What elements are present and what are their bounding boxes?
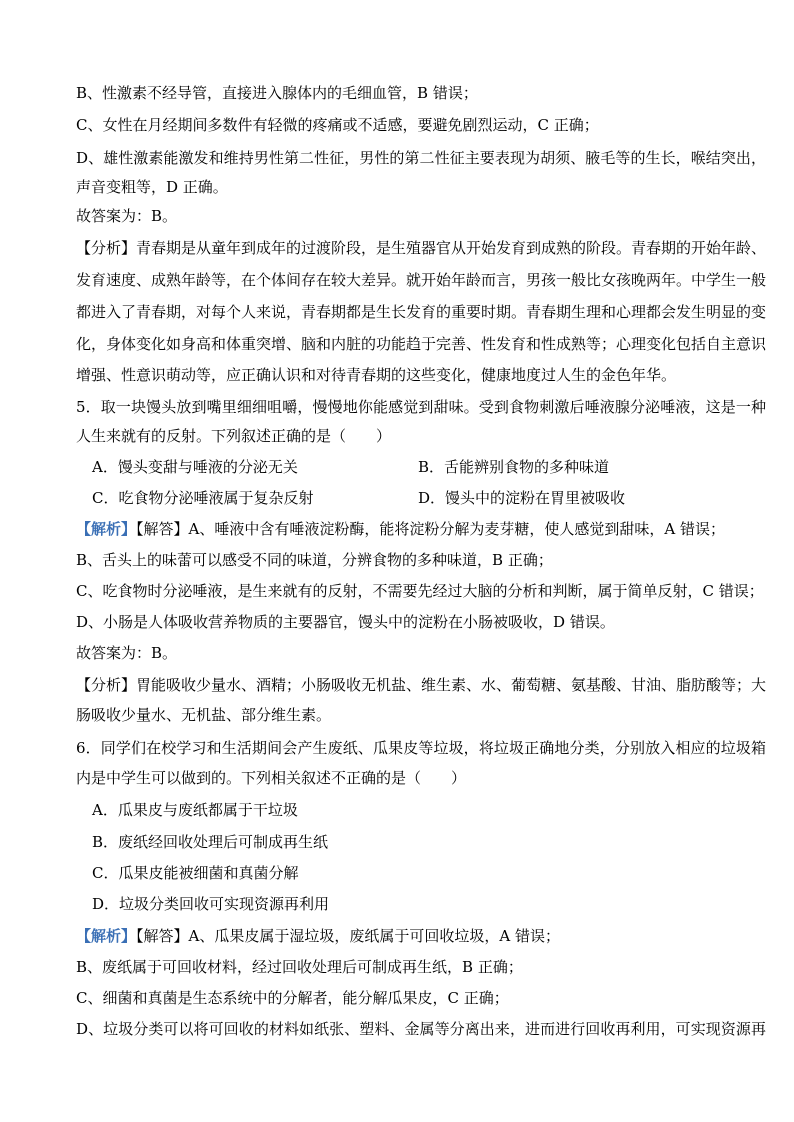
- q6-jieda-line-4: D、垃圾分类可以将可回收的材料如纸张、塑料、金属等分离出来，进而进行回收再利用，可实现资源再: [76, 1020, 766, 1038]
- q5-answer: 故答案为：B。: [76, 644, 178, 662]
- q6-jieda-line-1: [76, 926, 766, 946]
- q4-analysis-line-4: 化，身体变化如身高和体重突增、脑和内脏的功能趋于完善、性发育和性成熟等；心理变化包括自主意识: [76, 335, 767, 353]
- q5-option-b: B．舌能辨别食物的多种味道: [418, 458, 610, 476]
- q5-jieda-line-3: C、吃食物时分泌唾液，是生来就有的反射，不需要先经过大脑的分析和判断，属于简单反射，C 错误；: [76, 582, 764, 600]
- q5-jieda-line-4: D、小肠是人体吸收营养物质的主要器官，馒头中的淀粉在小肠被吸收，D 错误。: [76, 613, 615, 631]
- analysis-text: 青春期是从童年到成年的过渡阶段，是生殖器官从开始发育到成熟的阶段。青春期的开始年龄、: [136, 239, 767, 257]
- q6-option-c: C．瓜果皮能被细菌和真菌分解: [92, 864, 299, 882]
- q5-jieda-line-2: B、舌头上的味蕾可以感受不同的味道，分辨食物的多种味道，B 正确；: [76, 551, 553, 569]
- q4-analysis-line-2: 发育速度、成熟年龄等，在个体间存在较大差异。就开始年龄而言，男孩一般比女孩晚两年。中学生一般: [76, 271, 767, 289]
- analysis-text: 胃能吸收少量水、酒精；小肠吸收无机盐、维生素、水、葡萄糖、氨基酸、甘油、脂肪酸等；大: [136, 676, 767, 694]
- q5-analysis-line-1: [76, 675, 766, 695]
- q5-analysis-line-2: 肠吸收少量水、无机盐、部分维生素。: [76, 706, 332, 724]
- q6-option-a: A．瓜果皮与废纸都属于干垃圾: [92, 801, 298, 819]
- q4-answer: 故答案为：B。: [76, 207, 178, 225]
- q4-analysis-line-1: [76, 238, 766, 258]
- jieda-text: 【解答】A、瓜果皮属于湿垃圾，废纸属于可回收垃圾，A 错误；: [136, 927, 560, 945]
- q6-stem-line-2: 内是中学生可以做到的。下列相关叙述不正确的是（ ）: [76, 769, 467, 787]
- q5-stem-line-1: 5．取一块馒头放到嘴里细细咀嚼，慢慢地你能感觉到甜味。受到食物刺激后唾液腺分泌唾液，这是一种: [76, 398, 766, 416]
- q5-option-c: C．吃食物分泌唾液属于复杂反射: [92, 489, 314, 507]
- q5-jieda-line-1: [76, 519, 766, 539]
- q5-option-a: A．馒头变甜与唾液的分泌无关: [92, 458, 298, 476]
- analysis-tag: 【分析】: [76, 676, 137, 694]
- q6-option-b: B．废纸经回收处理后可制成再生纸: [92, 833, 329, 851]
- q6-jieda-line-2: B、废纸属于可回收材料，经过回收处理后可制成再生纸，B 正确；: [76, 958, 523, 976]
- q4-line-c: C、女性在月经期间多数件有轻微的疼痛或不适感，要避免剧烈运动，C 正确；: [76, 116, 599, 134]
- jiexi-tag: 【解析】: [76, 520, 137, 538]
- q4-line-d1: D、雄性激素能激发和维持男性第二性征，男性的第二性征主要表现为胡须、腋毛等的生长，喉结突出，: [76, 149, 766, 167]
- jieda-text: 【解答】A、唾液中含有唾液淀粉酶，能将淀粉分解为麦芽糖，使人感觉到甜味，A 错误；: [136, 520, 725, 538]
- q4-analysis-line-5: 增强、性意识萌动等，应正确认识和对待青春期的这些变化，健康地度过人生的金色年华。: [76, 366, 677, 384]
- q5-option-d: D．馒头中的淀粉在胃里被吸收: [418, 489, 626, 507]
- q6-option-d: D．垃圾分类回收可实现资源再利用: [92, 895, 330, 913]
- q4-line-b: B、性激素不经导管，直接进入腺体内的毛细血管，B 错误；: [76, 84, 478, 102]
- q5-stem-line-2: 人生来就有的反射。下列叙述正确的是（ ）: [76, 427, 392, 445]
- analysis-tag: 【分析】: [76, 239, 137, 257]
- jiexi-tag: 【解析】: [76, 927, 137, 945]
- q6-stem-line-1: 6．同学们在校学习和生活期间会产生废纸、瓜果皮等垃圾，将垃圾正确地分类，分别放入相应的垃圾箱: [76, 739, 766, 757]
- q4-line-d2: 声音变粗等，D 正确。: [76, 178, 228, 196]
- q4-analysis-line-3: 都进入了青春期，对每个人来说，青春期都是生长发育的重要时期。青春期生理和心理都会发生明显的变: [76, 303, 767, 321]
- q6-jieda-line-3: C、细菌和真菌是生态系统中的分解者，能分解瓜果皮，C 正确；: [76, 989, 509, 1007]
